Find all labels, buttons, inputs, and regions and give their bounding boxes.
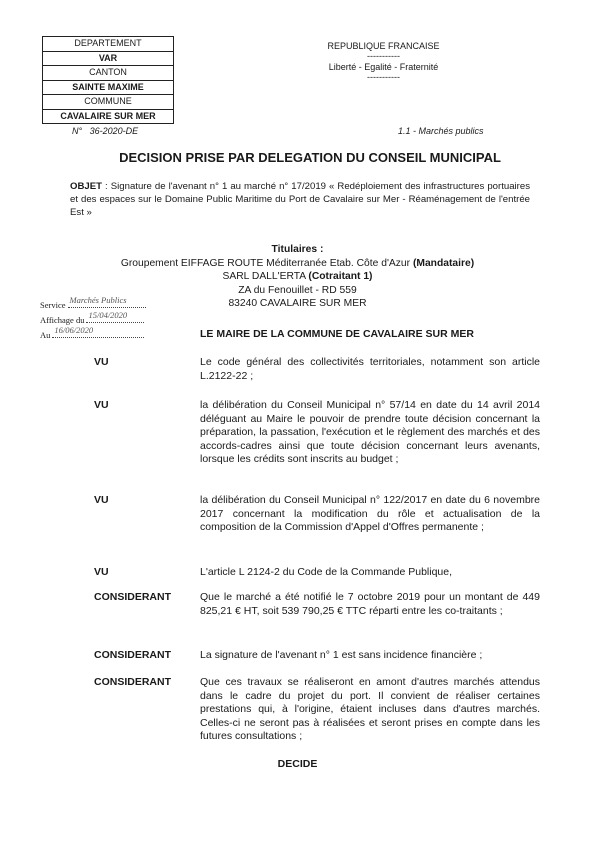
item-label: VU	[94, 399, 109, 411]
republic-separator: -----------	[367, 51, 400, 61]
page-title: DECISION PRISE PAR DELEGATION DU CONSEIL MUNICIPAL	[119, 150, 501, 165]
box-departement-value: VAR	[43, 52, 173, 67]
service-value: Marchés Publics	[69, 295, 127, 305]
titulaire-1-role: (Mandataire)	[412, 257, 475, 269]
decision-number	[72, 126, 138, 136]
item-label: CONSIDERANT	[94, 676, 172, 688]
item-text: Que le marché a été notifié le 7 octobre 2019 pour un montant de 449 825,21 € HT, soit 539 790,25 € TTC réparti entre les co-traitants ;	[200, 591, 540, 617]
republic-motto: Liberté - Egalité - Fraternité	[328, 62, 439, 72]
titulaire-address-line: ZA du Fenouillet - RD 559	[238, 284, 357, 296]
affichage-label: Affichage du	[40, 315, 85, 325]
item-label: VU	[94, 494, 109, 506]
titulaire-1-name: Groupement EIFFAGE ROUTE Méditerranée Etab. Côte d'Azur	[120, 257, 413, 269]
titulaire-line-1	[0, 257, 595, 271]
titulaires-heading: Titulaires :	[271, 244, 324, 255]
administrative-header-box	[42, 36, 174, 124]
decision-category: 1.1 - Marchés publics	[398, 126, 484, 136]
republic-title: REPUBLIQUE FRANCAISE	[327, 41, 440, 51]
box-commune-label: COMMUNE	[43, 95, 173, 110]
side-stamp-service	[40, 295, 146, 310]
item-text: La signature de l'avenant n° 1 est sans incidence financière ;	[200, 649, 483, 661]
titulaire-2-role: (Cotraitant 1)	[308, 271, 373, 282]
objet-paragraph	[70, 180, 530, 219]
side-stamp-affichage	[40, 310, 144, 325]
titulaire-line-2	[0, 270, 595, 284]
item-label: VU	[94, 356, 109, 368]
item-text: Que ces travaux se réaliseront en amont d'autres marchés attendus dans le cadre du projet du port. Il convient de réaliser certaines prestations qui, à l'origine, étaient incluses dans d'autres marchés. Celles-ci ne seront pas à réalisées et seront prises en compte dans les futures consultations ;	[200, 676, 540, 742]
maire-heading: LE MAIRE DE LA COMMUNE DE CAVALAIRE SUR MER	[200, 328, 474, 340]
item-text: la délibération du Conseil Municipal n° 57/14 en date du 14 avril 2014 déléguant au Maire le pouvoir de prendre toute décision concernant la préparation, la passation, l'exécution et le règlement des marchés et des accords-cadres ainsi que toute décision concernant leurs avenants, lorsque les crédits sont inscrits au budget ;	[200, 399, 540, 465]
decide-heading: DECIDE	[277, 758, 318, 770]
box-canton-label: CANTON	[43, 66, 173, 81]
number-value: 36-2020-DE	[89, 126, 139, 136]
objet-text: : Signature de l'avenant n° 1 au marché n° 17/2019 « Redéploiement des infrastructures portuaires et des espaces sur le Domaine Public Maritime du Port de Cavalaire sur Mer - Réaménagement de l'entrée Est »	[70, 181, 530, 218]
item-text: la délibération du Conseil Municipal n° 122/2017 en date du 6 novembre 2017 concernant la modification du rôle et actualisation de la composition de la Commission d'Appel d'Offres permanente ;	[200, 494, 540, 533]
au-value: 16/06/2020	[54, 325, 94, 335]
item-label: CONSIDERANT	[94, 591, 172, 603]
item-label: VU	[94, 566, 109, 578]
titulaire-city-line: 83240 CAVALAIRE SUR MER	[228, 298, 367, 309]
box-departement-label: DEPARTEMENT	[43, 37, 173, 52]
affichage-value: 15/04/2020	[88, 310, 128, 320]
republic-header	[306, 40, 461, 80]
box-commune-value: CAVALAIRE SUR MER	[60, 110, 156, 121]
objet-label: OBJET	[70, 181, 102, 192]
box-canton-value: SAINTE MAXIME	[43, 81, 173, 96]
side-stamp-au	[40, 325, 144, 340]
item-text: L'article L 2124-2 du Code de la Commande Publique,	[200, 566, 453, 578]
service-label: Service	[40, 300, 66, 310]
motto-separator: -----------	[367, 72, 400, 82]
item-text: Le code général des collectivités territoriales, notamment son article L.2122-22 ;	[200, 356, 540, 382]
item-label: CONSIDERANT	[94, 649, 172, 661]
number-label: N°	[72, 126, 83, 136]
au-label: Au	[40, 330, 51, 340]
titulaire-2-name: SARL DALL'ERTA	[222, 271, 309, 282]
